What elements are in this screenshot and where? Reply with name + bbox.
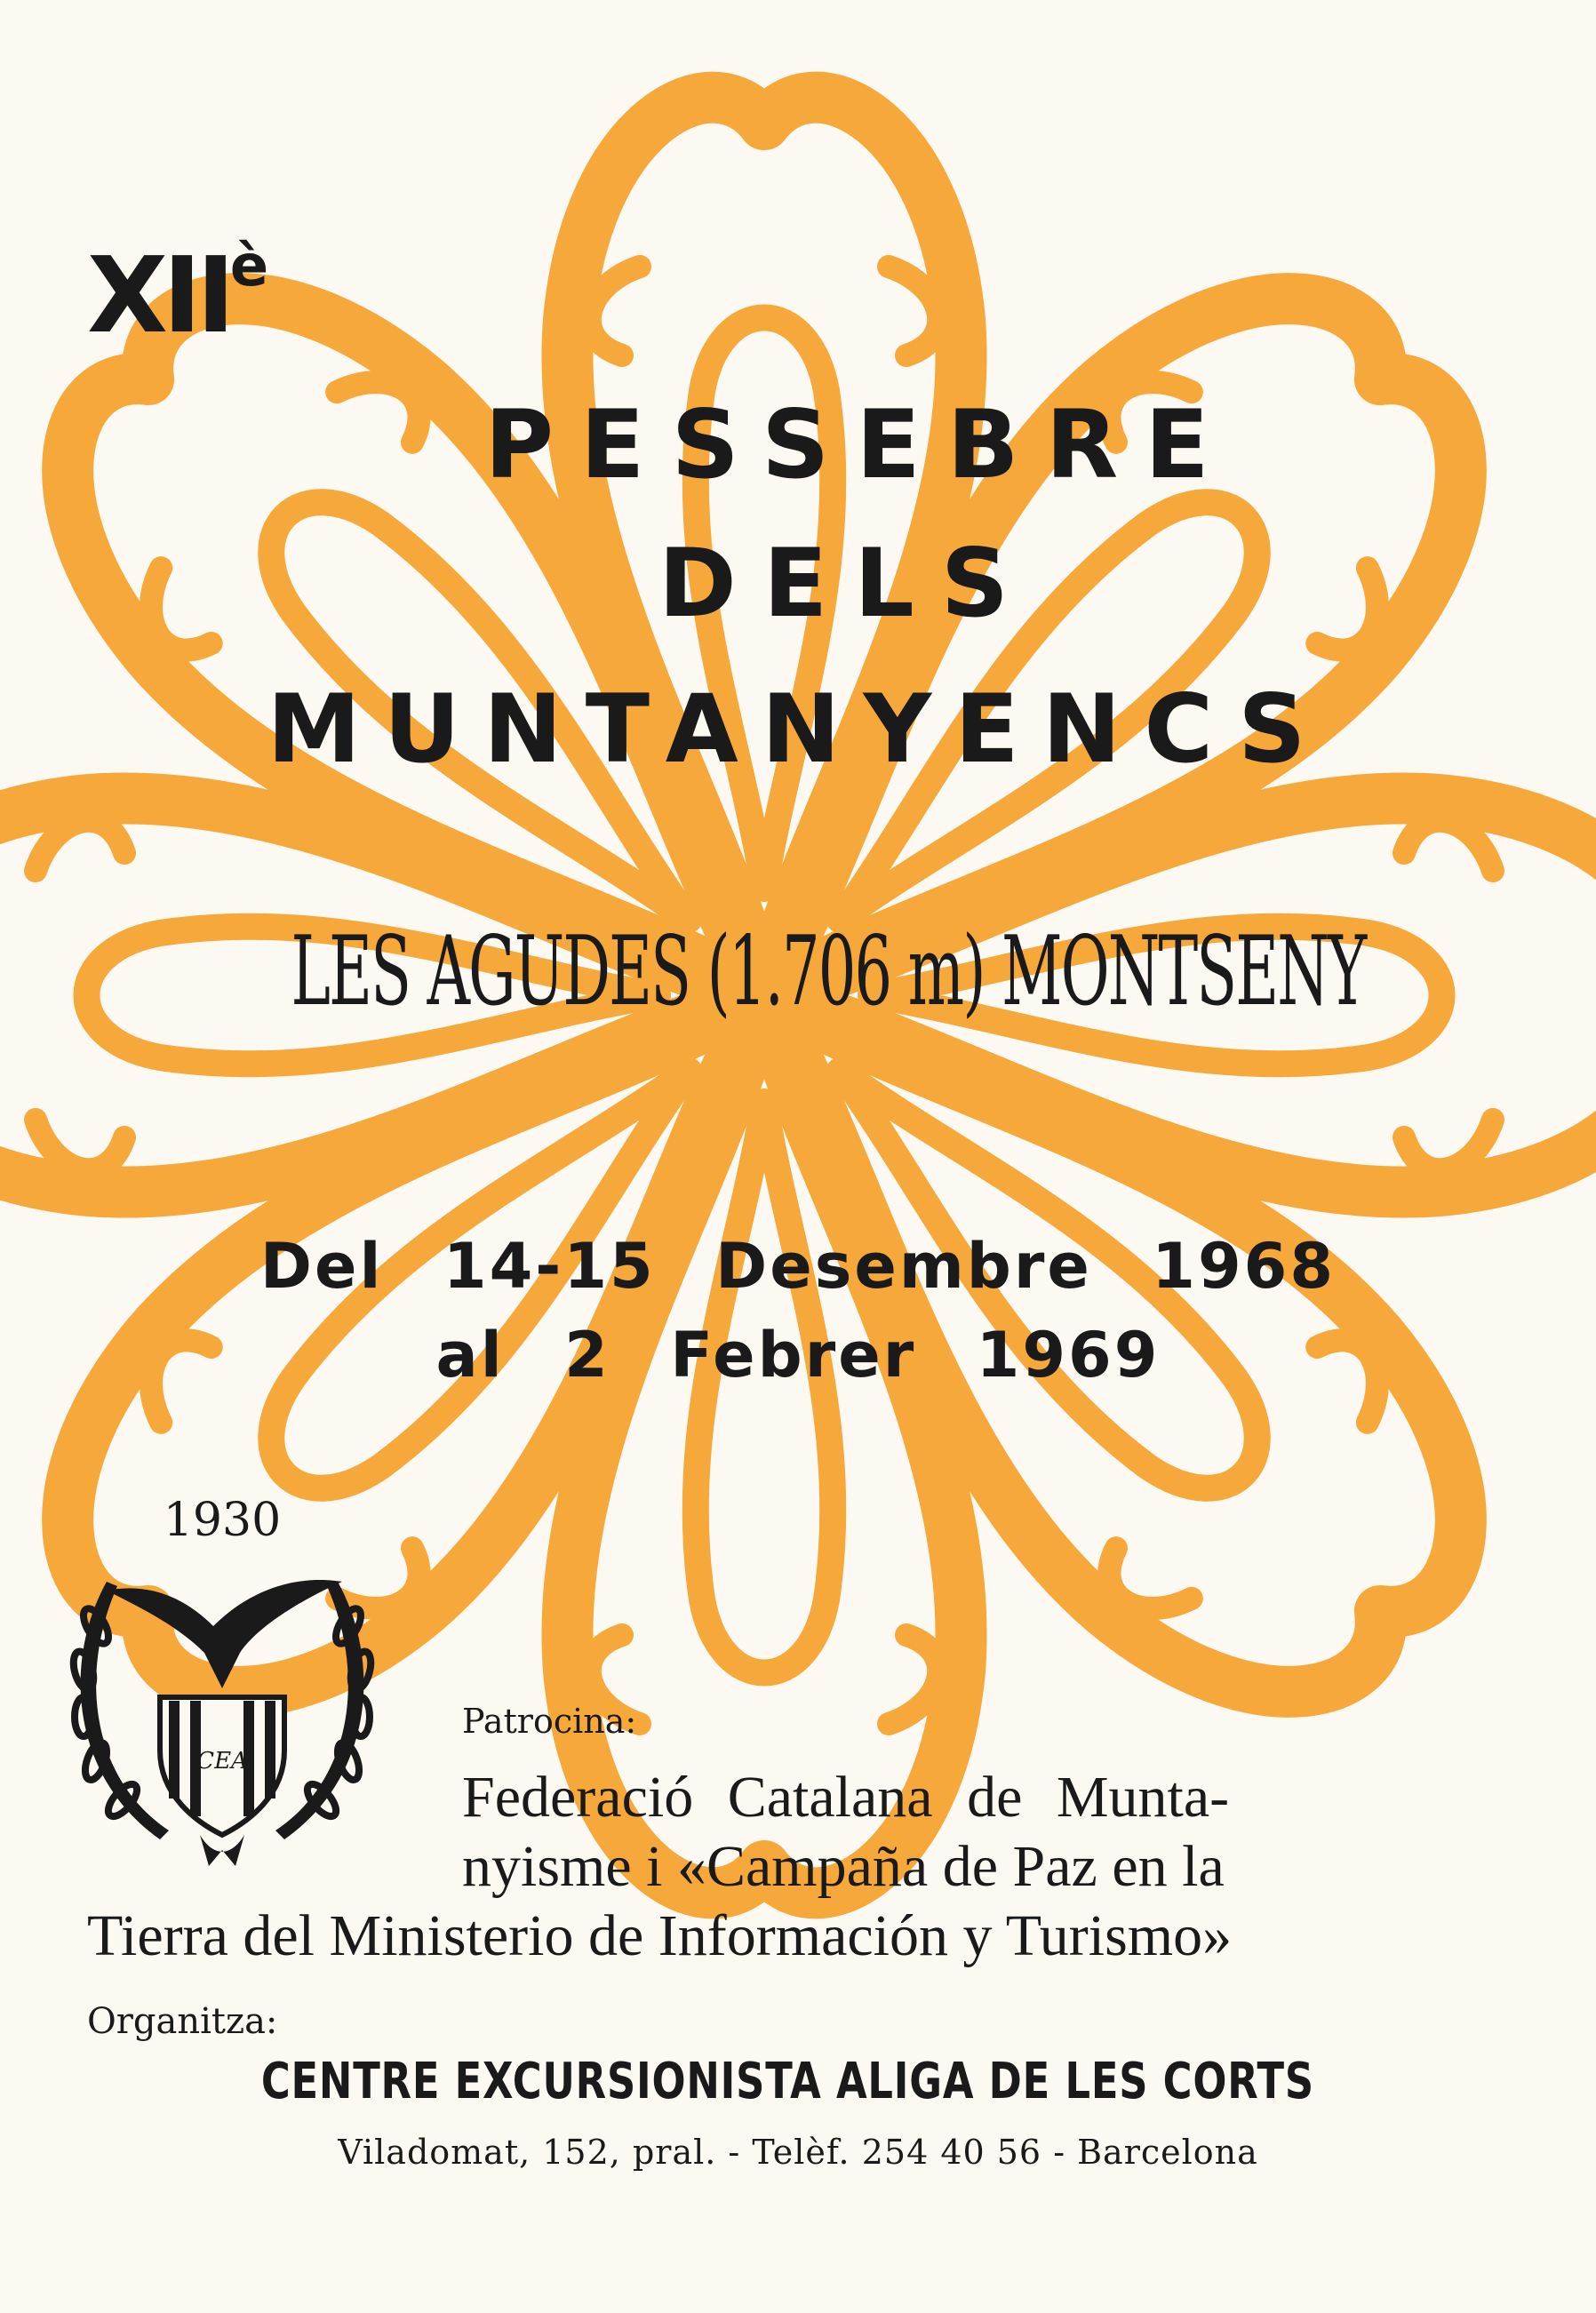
emblem-year: 1930	[163, 1494, 282, 1547]
title-line-3: MUNTANYENCS	[267, 674, 1329, 784]
edition-number: XII	[87, 234, 230, 356]
dates-line-1: Del 14-15 Desembre 1968	[259, 1230, 1337, 1303]
sponsor-line-3: Tierra del Ministerio de Información y Turismo»	[87, 1903, 1233, 1968]
sponsor-line-2: nyisme i «Campaña de Paz en la	[462, 1834, 1225, 1899]
dates-line-2: al 2 Febrer 1969	[435, 1319, 1161, 1392]
location-heading: LES AGUDES (1.706 m) MONTSENY	[291, 916, 1366, 1027]
title-line-2: DELS	[658, 529, 1036, 638]
edition-suffix: è	[229, 234, 269, 299]
club-emblem	[44, 1484, 382, 1875]
edition-ordinal	[87, 234, 269, 356]
sponsor-label: Patrocina:	[462, 1702, 637, 1741]
emblem-monogram: CEA	[196, 1748, 248, 1775]
sponsor-line-1: Federació Catalana de Munta-	[462, 1765, 1230, 1830]
organizer-label: Organitza:	[87, 2001, 278, 2042]
organizer-name: CENTRE EXCURSIONISTA ALIGA DE LES CORTS	[260, 2053, 1314, 2110]
title-line-1: PESSEBRE	[484, 390, 1236, 499]
organizer-address: Viladomat, 152, pral. - Telèf. 254 40 56 - Barcelona	[338, 2133, 1258, 2172]
